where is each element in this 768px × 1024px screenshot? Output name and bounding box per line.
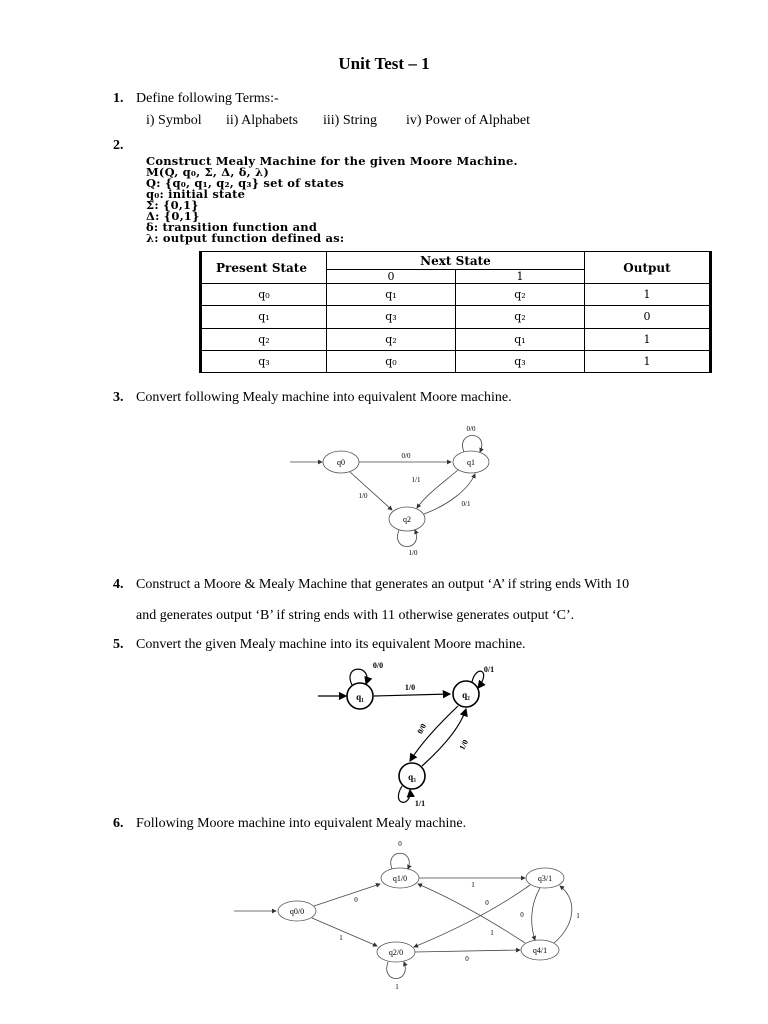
header-next-state: Next State <box>327 252 585 270</box>
q1-term-symbol: i) Symbol <box>146 113 202 128</box>
q5-edge-label-q1-q2: 1/0 <box>404 683 416 692</box>
row-next-0: q₃ <box>327 306 456 328</box>
q6-edge-label-q4-q3: 1 <box>576 912 580 920</box>
q6-edge-q2-loop <box>387 962 406 979</box>
header-present-state: Present State <box>201 252 327 284</box>
row-state: q₃ <box>201 350 327 372</box>
q6-number: 6. <box>113 816 124 831</box>
q6-label-q4: q4/1 <box>532 946 548 955</box>
row-state: q₀ <box>201 284 327 306</box>
row-state: q₁ <box>201 306 327 328</box>
q6-edge-q4-q1 <box>418 884 525 943</box>
q2-line-5: Σ: {0,1} <box>146 198 199 212</box>
row-next-0: q₀ <box>327 350 456 372</box>
row-next-0: q₁ <box>327 284 456 306</box>
row-output: 1 <box>585 350 711 372</box>
header-input-0: 0 <box>327 270 456 284</box>
q6-label-q1: q1/0 <box>392 874 408 883</box>
q2-line-3: Q: {q₀, q₁, q₂, q₃} set of states <box>146 176 345 190</box>
q6-edge-label-q4-q1: 0 <box>485 899 489 907</box>
header-input-1: 1 <box>455 270 584 284</box>
q4-number: 4. <box>113 577 124 592</box>
row-next-1: q₃ <box>455 350 584 372</box>
q6-edge-label-q3-q4: 0 <box>520 911 524 919</box>
q6-edge-label-q0-q2: 1 <box>339 934 343 942</box>
q5-edge-label-q2-loop: 0/1 <box>483 665 495 674</box>
q2-line-7: δ: transition function and <box>146 220 318 234</box>
q6-edge-q4-q3 <box>554 886 572 943</box>
q2-line-1: Construct Mealy Machine for the given Moore Machine. <box>146 154 518 168</box>
q6-edge-label-q3-q2: 1 <box>490 929 494 937</box>
q6-label-q2: q2/0 <box>388 948 404 957</box>
header-output: Output <box>585 252 711 284</box>
q3-label-q1: q1 <box>467 458 475 467</box>
q6-edge-label-q1-loop: 0 <box>398 840 402 848</box>
q6-edge-label-q0-q1: 0 <box>354 896 358 904</box>
q1-term-string: iii) String <box>323 113 378 128</box>
q3-edge-label-q2-q1: 0/1 <box>461 500 471 508</box>
q3-number: 3. <box>113 390 124 405</box>
row-state: q₂ <box>201 328 327 350</box>
q5-edge-label-q3-loop: 1/1 <box>414 799 426 808</box>
q6-label-q3: q3/1 <box>537 874 553 883</box>
q3-edge-label-q2-loop: 1/0 <box>408 549 418 557</box>
q6-text: Following Moore machine into equivalent Mealy machine. <box>136 816 467 831</box>
q3-label-q0: q0 <box>337 458 345 467</box>
row-next-0: q₂ <box>327 328 456 350</box>
q5-text: Convert the given Mealy machine into its equivalent Moore machine. <box>136 637 526 652</box>
q6-edge-label-q2-loop: 1 <box>395 983 399 991</box>
q6-edge-label-q2-q4: 0 <box>465 955 469 963</box>
q2-number: 2. <box>113 138 124 153</box>
q3-label-q2: q2 <box>403 515 411 524</box>
q2-line-8: λ: output function defined as: <box>146 231 345 245</box>
page-title: Unit Test – 1 <box>338 54 430 73</box>
row-next-1: q₂ <box>455 306 584 328</box>
q3-edge-label-q0-q1: 0/0 <box>401 452 411 460</box>
q3-edge-label-q1-loop: 0/0 <box>466 425 476 433</box>
q6-edge-q2-q4 <box>415 950 520 952</box>
q2-line-4: q₀: initial state <box>146 187 246 201</box>
q1-term-power: iv) Power of Alphabet <box>406 113 531 128</box>
row-output: 0 <box>585 306 711 328</box>
q3-edge-label-q1-q2: 1/1 <box>411 476 421 484</box>
row-next-1: q₁ <box>455 328 584 350</box>
q6-edge-label-q1-q3: 1 <box>471 881 475 889</box>
q5-label-q2: q₂ <box>462 690 470 700</box>
q6-edge-q3-q4 <box>532 888 540 940</box>
q5-edge-label-q1-loop: 0/0 <box>372 661 384 670</box>
q5-number: 5. <box>113 637 124 652</box>
q2-line-6: Δ: {0,1} <box>146 209 200 223</box>
q6-edge-q3-q2 <box>414 885 530 947</box>
q6-edge-q0-q2 <box>312 918 377 946</box>
q6-edge-q1-loop <box>391 853 410 869</box>
q5-label-q1: q₁ <box>356 692 364 702</box>
q4-line-2: and generates output ‘B’ if string ends with 11 otherwise generates output ‘C’. <box>136 608 575 623</box>
row-output: 1 <box>585 284 711 306</box>
q1-text: Define following Terms:- <box>136 91 279 106</box>
q2-line-2: M(Q, q₀, Σ, Δ, δ, λ) <box>146 165 269 179</box>
q1-term-alphabets: ii) Alphabets <box>226 113 298 128</box>
q5-edge-label-q2-q3: 0/0 <box>415 722 429 736</box>
q3-text: Convert following Mealy machine into equivalent Moore machine. <box>136 390 512 405</box>
row-output: 1 <box>585 328 711 350</box>
q6-label-q0: q0/0 <box>289 907 305 916</box>
q5-edge-label-q3-q2: 1/0 <box>457 738 471 752</box>
q3-edge-label-q0-q2: 1/0 <box>358 492 368 500</box>
q1-number: 1. <box>113 91 124 106</box>
q4-line-1: Construct a Moore & Mealy Machine that generates an output ‘A’ if string ends With 10 <box>136 577 630 592</box>
q5-label-q3: q₃ <box>408 772 416 782</box>
row-next-1: q₂ <box>455 284 584 306</box>
q6-edge-q0-q1 <box>314 884 380 906</box>
